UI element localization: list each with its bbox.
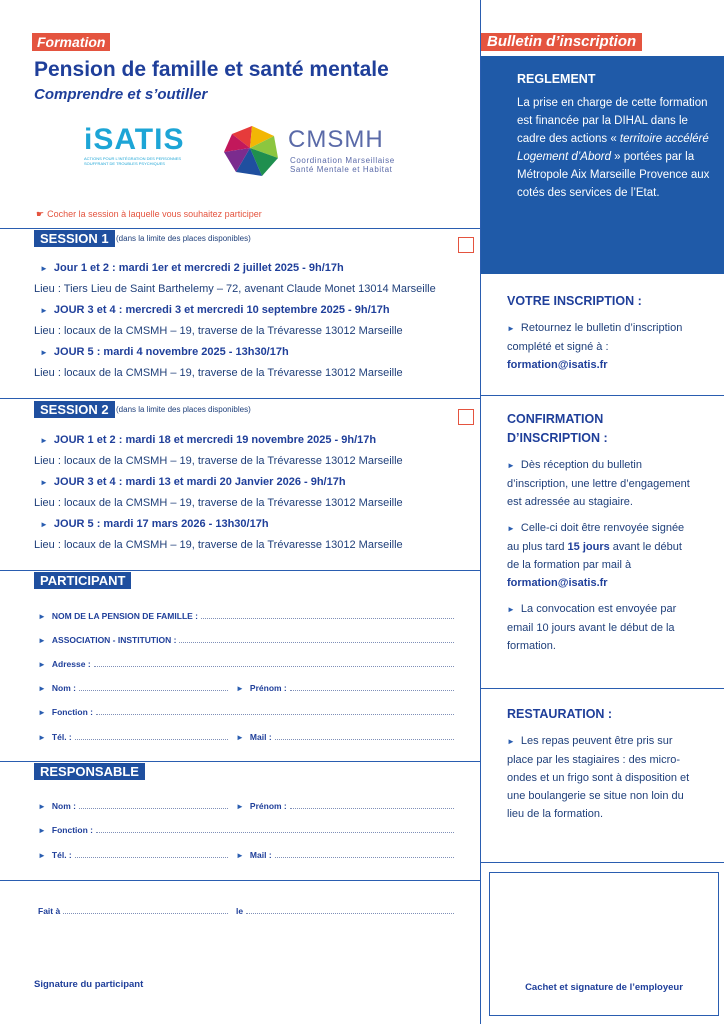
confirmation-p1-text: Dès réception du bulletin d’inscription, une lettre d’engagement est adressée au stagiaire. (507, 459, 690, 508)
resp-mail-field[interactable] (236, 850, 454, 860)
session1-line: Lieu : locaux de la CMSMH – 19, traverse de la Trévaresse 13012 Marseille (34, 367, 403, 379)
formation-tag: Formation (32, 33, 110, 51)
session1-note: (dans la limite des places disponibles) (116, 234, 251, 243)
tel-input-line[interactable] (75, 732, 228, 740)
inscription-text-part: Retournez le bulletin d’inscription complété et signé à : (507, 322, 683, 353)
reglement-text-part: » portées par la Métropole Aix Marseille Provence aux cotés des services de l’Etat. (517, 151, 710, 199)
nom-input-line[interactable] (79, 683, 228, 691)
divider (0, 398, 480, 399)
confirmation-email-link[interactable]: formation@isatis.fr (507, 577, 608, 589)
arrow-icon: ► (38, 636, 46, 645)
arrow-icon: ► (38, 826, 46, 835)
isatis-tagline-1: ACTIONS POUR L’INTÉGRATION DES PERSONNES (84, 156, 182, 161)
resp-fonction-label: Fonction : (51, 825, 93, 835)
tel-field[interactable] (38, 732, 228, 742)
association-input-line[interactable] (179, 635, 454, 643)
association-label: ASSOCIATION - INSTITUTION : (51, 635, 177, 645)
session2-line (40, 476, 346, 488)
mail-label: Mail : (249, 732, 272, 742)
resp-fonction-input-line[interactable] (96, 825, 454, 833)
resp-prenom-field[interactable] (236, 801, 454, 811)
session2-note: (dans la limite des places disponibles) (116, 405, 251, 414)
pension-field[interactable] (38, 611, 454, 621)
participant-signature-label: Signature du participant (34, 979, 144, 990)
arrow-icon: ► (507, 324, 515, 333)
fait-a-label: Fait à (38, 906, 61, 916)
session2-line-text: JOUR 1 et 2 : mardi 18 et mercredi 19 novembre 2025 - 9h/17h (53, 434, 377, 446)
arrow-icon: ► (38, 708, 46, 717)
responsable-heading: RESPONSABLE (34, 763, 145, 780)
arrow-icon: ► (236, 733, 244, 742)
page-title: Pension de famille et santé mentale (34, 58, 389, 81)
session1-line-text: JOUR 3 et 4 : mercredi 3 et mercredi 10 septembre 2025 - 9h/17h (53, 304, 390, 316)
session2-line: Lieu : locaux de la CMSMH – 19, traverse de la Trévaresse 13012 Marseille (34, 497, 403, 509)
arrow-icon: ► (38, 851, 46, 860)
pension-label: NOM DE LA PENSION DE FAMILLE : (51, 611, 198, 621)
fait-a-field[interactable] (38, 906, 228, 916)
arrow-icon: ► (40, 436, 48, 445)
confirmation-p3 (507, 600, 697, 655)
arrow-icon: ► (507, 605, 515, 614)
session1-heading: SESSION 1 (34, 230, 115, 247)
divider (0, 570, 480, 571)
session2-checkbox[interactable] (458, 409, 474, 425)
participant-heading: PARTICIPANT (34, 572, 131, 589)
resp-fonction-field[interactable] (38, 825, 454, 835)
inscription-title: VOTRE INSCRIPTION : (507, 294, 642, 308)
adresse-input-line[interactable] (94, 659, 454, 667)
inscription-email-link[interactable]: formation@isatis.fr (507, 359, 608, 371)
session-instruction-text: Cocher la session à laquelle vous souhaitez participer (47, 209, 262, 219)
sidebar (480, 0, 724, 1024)
divider (481, 395, 724, 396)
resp-nom-input-line[interactable] (79, 801, 228, 809)
reglement-panel (481, 56, 724, 274)
session1-line-text: JOUR 5 : mardi 4 novembre 2025 - 13h30/17h (53, 346, 289, 358)
arrow-icon: ► (40, 520, 48, 529)
arrow-icon: ► (38, 660, 46, 669)
adresse-label: Adresse : (51, 659, 91, 669)
divider (0, 880, 480, 881)
session1-line: Lieu : locaux de la CMSMH – 19, traverse de la Trévaresse 13012 Marseille (34, 325, 403, 337)
fait-a-input-line[interactable] (63, 906, 228, 914)
reglement-title: REGLEMENT (517, 72, 596, 86)
arrow-icon: ► (507, 737, 515, 746)
tel-label: Tél. : (51, 732, 72, 742)
session2-line (40, 434, 376, 446)
adresse-field[interactable] (38, 659, 454, 669)
resp-tel-field[interactable] (38, 850, 228, 860)
date-field[interactable] (236, 906, 454, 916)
session2-line: Lieu : locaux de la CMSMH – 19, traverse de la Trévaresse 13012 Marseille (34, 539, 403, 551)
cmsmh-logo (222, 124, 462, 180)
fonction-field[interactable] (38, 707, 454, 717)
prenom-field[interactable] (236, 683, 454, 693)
divider (0, 228, 480, 229)
arrow-icon: ► (236, 851, 244, 860)
page-subtitle: Comprendre et s’outiller (34, 86, 208, 103)
session1-checkbox[interactable] (458, 237, 474, 253)
reglement-text-emphasis: territoire accéléré Logement d’Abord (517, 133, 709, 163)
arrow-icon: ► (236, 684, 244, 693)
session1-line-text: Jour 1 et 2 : mardi 1er et mercredi 2 juillet 2025 - 9h/17h (53, 262, 344, 274)
resp-nom-label: Nom : (51, 801, 77, 811)
confirmation-section (507, 410, 717, 655)
employer-stamp-box[interactable] (489, 872, 719, 1016)
confirmation-p2-text: Celle-ci doit être renvoyée signée au plus tard (507, 522, 685, 553)
date-input-line[interactable] (246, 906, 454, 914)
nom-label: Nom : (51, 683, 77, 693)
reglement-text-part: La prise en charge de cette formation est financée par la DIHAL dans le cadre des actions « (517, 97, 708, 145)
session1-line (40, 346, 289, 358)
cmsmh-logo-icon (222, 124, 280, 178)
session2-line (40, 518, 269, 530)
resp-tel-label: Tél. : (51, 850, 72, 860)
association-field[interactable] (38, 635, 454, 645)
cmsmh-logo-line1: Coordination Marseillaise (290, 156, 395, 165)
arrow-icon: ► (38, 802, 46, 811)
prenom-label: Prénom : (249, 683, 287, 693)
bulletin-tag: Bulletin d’inscription (481, 33, 642, 51)
isatis-logo (84, 124, 194, 178)
arrow-icon: ► (40, 264, 48, 273)
session2-line-text: JOUR 5 : mardi 17 mars 2026 - 13h30/17h (53, 518, 269, 530)
divider (0, 761, 480, 762)
restauration-section (507, 705, 717, 823)
arrow-icon: ► (38, 684, 46, 693)
confirmation-title: CONFIRMATION (507, 412, 604, 426)
arrow-icon: ► (40, 306, 48, 315)
date-label: le (236, 906, 244, 916)
session-instruction (36, 209, 262, 220)
inscription-section (507, 292, 717, 374)
cmsmh-logo-word: CMSMH (288, 126, 384, 153)
session1-line (40, 262, 344, 274)
arrow-icon: ► (507, 461, 515, 470)
session1-line (40, 304, 390, 316)
session2-line-text: JOUR 3 et 4 : mardi 13 et mardi 20 Janvier 2026 - 9h/17h (53, 476, 346, 488)
isatis-logo-word: iSATIS (84, 123, 185, 156)
confirmation-p1 (507, 456, 697, 511)
cmsmh-logo-line2: Santé Mentale et Habitat (290, 165, 393, 174)
session1-line: Lieu : Tiers Lieu de Saint Barthelemy – 72, avenant Claude Monet 13014 Marseille (34, 283, 436, 295)
fonction-label: Fonction : (51, 707, 93, 717)
confirmation-p2-text-2: avant le début de la formation par mail à (507, 541, 682, 571)
isatis-tagline-2: SOUFFRANT DE TROUBLES PSYCHIQUES (84, 161, 165, 166)
confirmation-p2-deadline: 15 jours (567, 541, 610, 553)
session2-heading: SESSION 2 (34, 401, 115, 418)
arrow-icon: ► (40, 478, 48, 487)
arrow-icon: ► (40, 348, 48, 357)
arrow-icon: ► (38, 733, 46, 742)
divider (481, 688, 724, 689)
employer-stamp-label: Cachet et signature de l’employeur (525, 982, 683, 993)
prenom-input-line[interactable] (290, 683, 454, 691)
restauration-title: RESTAURATION : (507, 707, 613, 721)
inscription-text (507, 319, 697, 374)
resp-mail-input-line[interactable] (275, 850, 454, 858)
session2-line: Lieu : locaux de la CMSMH – 19, traverse de la Trévaresse 13012 Marseille (34, 455, 403, 467)
resp-nom-field[interactable] (38, 801, 228, 811)
resp-prenom-input-line[interactable] (290, 801, 454, 809)
mail-field[interactable] (236, 732, 454, 742)
resp-mail-label: Mail : (249, 850, 272, 860)
resp-prenom-label: Prénom : (249, 801, 287, 811)
restauration-text (507, 732, 697, 823)
confirmation-p3-text: La convocation est envoyée par email 10 jours avant le début de la formation. (507, 603, 677, 652)
pension-input-line[interactable] (201, 611, 454, 619)
fonction-input-line[interactable] (96, 707, 454, 715)
reglement-text (517, 94, 717, 202)
resp-tel-input-line[interactable] (75, 850, 228, 858)
nom-field[interactable] (38, 683, 228, 693)
confirmation-title-2: D’INSCRIPTION : (507, 431, 608, 445)
divider (481, 862, 724, 863)
confirmation-p2 (507, 519, 697, 592)
pointing-hand-icon: ☛ (36, 209, 45, 219)
arrow-icon: ► (38, 612, 46, 621)
arrow-icon: ► (507, 524, 515, 533)
restauration-text-part: Les repas peuvent être pris sur place par les stagiaires : des micro-ondes et un frigo sont à disposition et une boulangerie se situe non loin du lieu de la formation. (507, 735, 690, 820)
arrow-icon: ► (236, 802, 244, 811)
mail-input-line[interactable] (275, 732, 454, 740)
